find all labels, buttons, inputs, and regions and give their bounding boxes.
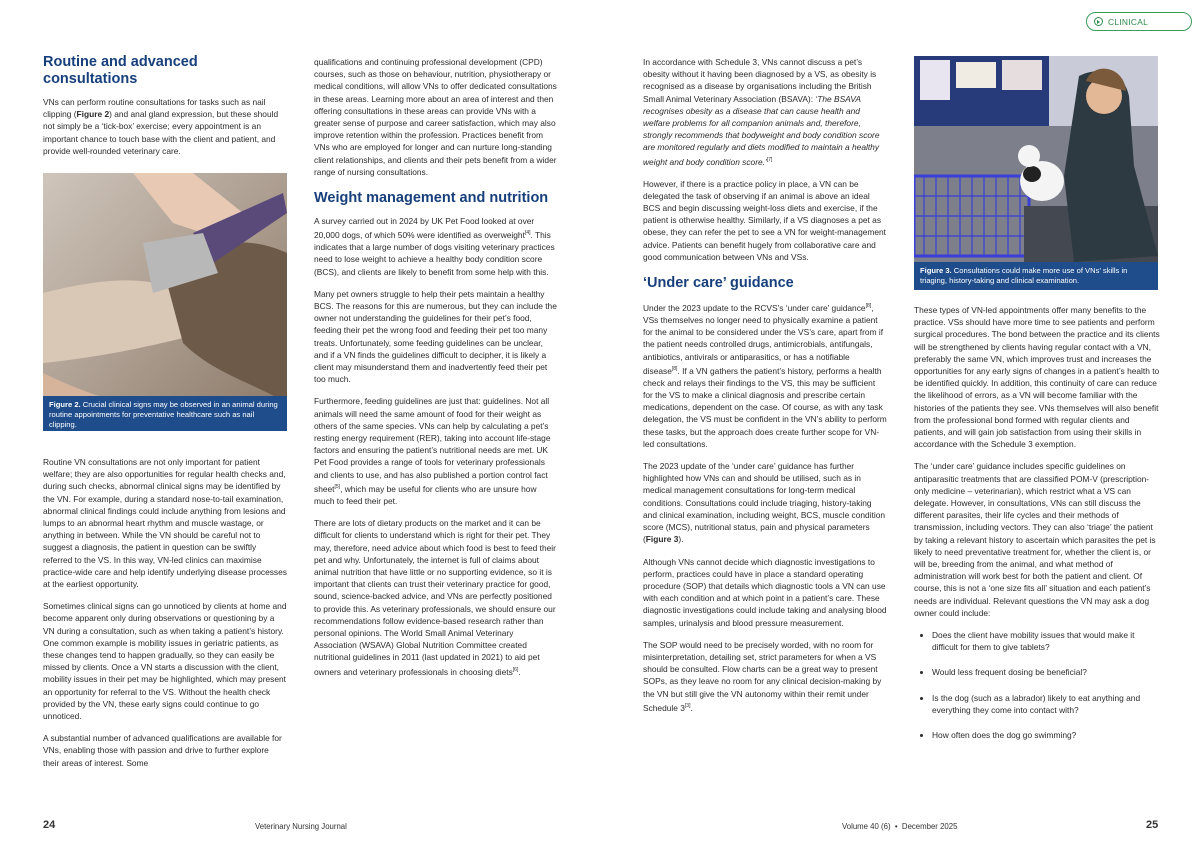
section-tag [1086, 12, 1192, 31]
paragraph: A substantial number of advanced qualifications are available for VNs, enabling those with passion and drive to further explore their areas of interest. Some [43, 733, 282, 768]
paragraph: These types of VN-led appointments offer many benefits to the practice. VSs should have more time to see patients and perform surgical procedures. The bond between the practice and its clients will be strengthened by clients having regular contact with a VN, preferably the same VN, which improves trust and increases the opportunities for any early signs of changes in a patient’s health to be identified quickly. In addition, this continuity of care can reduce the likelihood of errors, as a VN will become familiar with the histories of the patients they see. VNs themselves will also benefit from the professional bond formed with regular clients and patients, and will gain job satisfaction from using their skills in accordance with the Schedule 3 exemption. [914, 305, 1160, 450]
paragraph: The ‘under care’ guidance includes specific guidelines on antiparasitic treatments that are classified POM-V (prescription-only medicine – veterinarian), which restrict what a VS can delegate. However, in consultations, VNs can still discuss the different parasites, their life cycles and their methods of transmission, including vectors. They can also ‘triage’ the patient by taking a relevant history to ascertain which parasites the pet is likely to need preventative treatment for, whether the client is, or will be, breeding from the animal, and what method of administration will work best for both the patient and client. Of course, this is not a ‘one size fits all’ situation and each patient’s needs are individual. Relevant questions the VN may ask a dog owner could include: [914, 461, 1156, 618]
heading-weight-management: Weight management and nutrition [314, 190, 549, 207]
heading-routine-consultations: Routine and advanced consultations [43, 54, 198, 87]
paragraph: VNs can perform routine consultations for tasks such as nail clipping (Figure 2) and anal gland expression, but these should not simply be a ‘tick-box’ exercise; every appointment is an important chance to touch base with the client and patient, and provide well-rounded veterinary care. [43, 97, 279, 156]
question-list [914, 629, 1160, 741]
figure-3-caption: Figure 3. Consultations could make more use of VNs’ skills in triaging, history-taking and clinical examination. [914, 262, 1158, 290]
paragraph: qualifications and continuing professional development (CPD) courses, such as those on behaviour, nutrition, physiotherapy or medical conditions, will allow VNs to offer dedicated consultations in these areas. Learning more about an area of interest and then offering consultations in these areas can provide VNs with a greater sense of purpose and career satisfaction, which may also improve retention within the profession. Practices benefit from VNs who are employed for longer and can nurture long-standing client relationships, and clients and their pets benefit from a wider range of nursing consultations. [314, 57, 557, 177]
issue-info: Volume 40 (6) • December 2025 [842, 822, 958, 831]
list-item: • How often does the dog go swimming? [932, 729, 1160, 741]
right-page-number: 25 [1146, 819, 1159, 831]
figure-2-caption: Figure 2. Crucial clinical signs may be observed in an animal during routine appointments for preventative healthcare such as nail clipping. [43, 396, 287, 431]
nail-clipping-illustration [43, 173, 287, 431]
journal-name: Veterinary Nursing Journal [255, 822, 347, 831]
paragraph: Routine VN consultations are not only important for patient welfare; they are also opportunities for regular health checks and, during such checks, abnormal clinical signs may be identified by the VN. For example, during a standard nose-to-tail examination, abnormal clinical findings could include anything from lesions and lumps to an abnormal heart rhythm and muscle wastage, or anything in between. While the VN should be careful not to suggest a diagnosis, the patient in question can be swiftly referred to the VS. In this way, VN-led clinics can maximise practice-wide care and help identify underlying disease processes at the earliest opportunity. [43, 457, 287, 590]
column-1 [43, 54, 287, 167]
vet-nurse-cat-illustration [914, 56, 1158, 262]
figure-3-photo [914, 56, 1158, 262]
paragraph: Although VNs cannot decide which diagnostic investigations to perform, practices could have in place a standard operating procedure (SOP) that details which diagnostic tools a VN can use with each condition and at which point in a patient’s care. These diagnostic investigations could include taking and analysing blood samples, urinalysis and blood pressure measurement. [643, 556, 887, 628]
paragraph: Sometimes clinical signs can go unnoticed by clients at home and become apparent only during observations or questioning by a VN during a consultation, such as when taking a patient’s history. One common example is mobility issues in geriatric patients, as these changes tend to happen gradually, so they can easily be missed by clients. Once a VN starts a discussion with the client, mobility issues in their pet may be highlighted, which may present an opportunity for referral to the VS. Without the health check provided by the VN, these early signs could continue to go unnoticed. [43, 601, 287, 722]
paragraph: Furthermore, feeding guidelines are just that: guidelines. Not all animals will need the same amount of food for their weight as others of the same species. VNs can help by calculating a pet’s resting energy requirement (RER), taking into account life-stage factors and ensuring the patient’s nutritional needs are met. UK Pet Food provides a range of tools for veterinary professionals and clients to use, and has also published a portion control fact sheet[5], which may be useful for clients who are unsure how much to feed their pet. [314, 396, 551, 506]
column-1-lower [43, 456, 287, 779]
figure-2-photo [43, 173, 287, 431]
section-tag-label: CLINICAL [1108, 16, 1149, 27]
paragraph: In accordance with Schedule 3, VNs cannot discuss a pet’s obesity without it having been diagnosed by a VS, as obesity is recognised as a disease by organisations including the British Small Animal Veterinary Association (BSAVA): ‘The BSAVA recognises obesity as a disease that can cause health and welfare problems for all companion animals and, therefore, strongly recommends that bodyweight and body condition score are monitored regularly and diets modified to maintain a healthy weight and body condition score.’[7] [643, 57, 880, 167]
paragraph: Under the 2023 update to the RCVS’s ‘under care’ guidance[8], VSs themselves no longer need to physically examine a patient for the animal to be considered under the VS’s care, apart from if the patient needs controlled drugs, antimicrobials, antifungals, antibiotics, antivirals or antiparasitics, or has a notifiable disease[8]. If a VN gathers the patient’s history, performs a health check and relays their findings to the VS, this may be sufficient for the VS to make a clinical diagnosis and prescribe certain medications, dependent on the case. Of course, as with any task delegation, the VS must be confident in the VN’s ability to perform these tasks, but the approach does create further scope for VN-led consultations. [643, 302, 887, 449]
column-3 [643, 56, 887, 724]
left-page-number: 24 [43, 819, 56, 831]
paragraph: However, if there is a practice policy in place, a VN can be delegated the task of observing if an animal is above an ideal BCS and begin discussing weight-loss diets and exercise, if the patient is otherwise healthy. Similarly, if a VS diagnoses a pet as obese, they can refer the pet to see a VN for weight-management advice. Patients can benefit hugely from collaborative care and good communication between VNs and VSs. [643, 178, 887, 262]
paragraph: The SOP would need to be precisely worded, with no room for misinterpretation, detailing set, strict parameters for when a VS should be consulted. Flow charts can be a great way to present SOPs, as they leave no room for any clinical decision-making by the VN but still give the VN autonomy within their remit under Schedule 3[3]. [643, 639, 882, 713]
paragraph: There are lots of dietary products on the market and it can be difficult for clients to understand which is right for their pet. They may, therefore, need advice about which food is best to feed their pet and why. Unfortunately, the internet is full of claims about animal nutrition that have little or no supporting evidence, so it is important that clients can trust their veterinary practice for good, sound, science-backed advice, and VNs are perfectly positioned to provide this. As veterinary professionals, we should ensure our recommendations follow evidence-based research rather than personal opinions. The World Small Animal Veterinary Association (WSAVA) Global Nutrition Committee created nutritional guidelines in 2011 (last updated in 2021) to aid pet owners and veterinary professionals in choosing diets[6]. [314, 518, 556, 677]
column-2 [314, 56, 558, 688]
paragraph: The 2023 update of the ‘under care’ guidance has further highlighted how VNs can and should be utilised, such as in medical management consultations for long-term medical conditions. Consultations could include triaging, history-taking and clinical examination, including weight, BCS, muscle condition score (MCS), nutritional status, pain and physical parameters (Figure 3). [643, 461, 886, 545]
list-item: • Is the dog (such as a labrador) likely to eat anything and everything they come into contact with? [932, 692, 1160, 716]
list-item: • Would less frequent dosing be beneficial? [932, 666, 1160, 678]
paragraph: Many pet owners struggle to help their pets maintain a healthy BCS. The reasons for this are numerous, but they can include the owner not understanding the guidelines for their pet’s food, feeding their pet the wrong food and feeding their pet too many treats. Unfortunately, some feeding guidelines can be unclear, and if a VN finds the guidelines difficult to decipher, it is likely a client may misunderstand them and inadvertently feed their pet too much. [314, 288, 557, 385]
column-4 [914, 304, 1160, 754]
arrow-circle-icon [1094, 17, 1103, 26]
heading-under-care: ‘Under care’ guidance [643, 275, 794, 292]
list-item: • Does the client have mobility issues that would make it difficult for them to give tablets? [932, 629, 1160, 653]
paragraph: A survey carried out in 2024 by UK Pet Food looked at over 20,000 dogs, of which 50% were identified as overweight[4]. This indicates that a large number of dogs visiting veterinary practices need to lose weight to achieve a healthy body condition score (BCS), and clients are likely to benefit from some help with this. [314, 216, 555, 277]
